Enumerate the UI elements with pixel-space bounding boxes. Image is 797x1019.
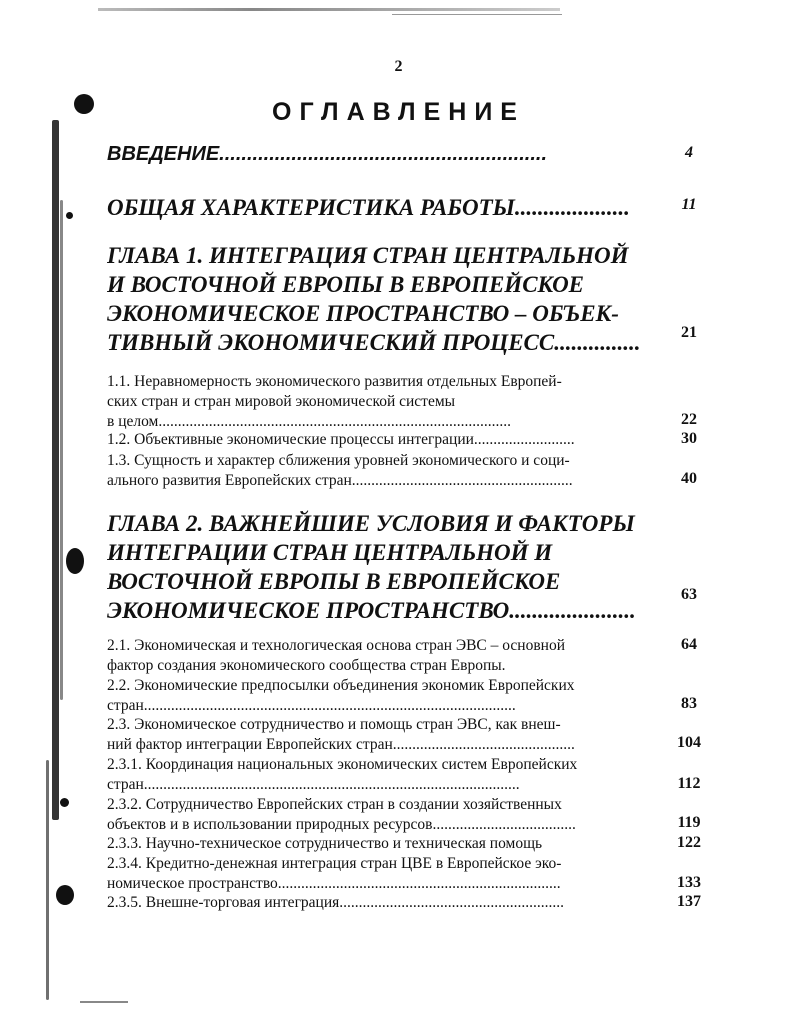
page-ref: 63	[681, 586, 697, 603]
section-line: 1.1. Неравномерность экономического развития отдельных Европей-	[107, 373, 562, 390]
page-ref: 11	[681, 196, 697, 213]
scan-line-artifact	[392, 14, 562, 15]
toc-entry-intro: ВВЕДЕНИЕ...........................................................	[107, 143, 548, 165]
page-ref: 122	[677, 834, 701, 851]
ink-blot	[60, 798, 69, 807]
chapter-line: ТИВНЫЙ ЭКОНОМИЧЕСКИЙ ПРОЦЕСС...............	[107, 330, 641, 355]
ink-blot	[56, 885, 74, 905]
page-title: ОГЛАВЛЕНИЕ	[272, 98, 525, 126]
toc-section-2-3-5: 2.3.5. Внешне-торговая интеграция..........................................................	[107, 894, 565, 911]
page-ref: 119	[677, 814, 701, 831]
page-ref: 40	[681, 470, 697, 487]
section-line: в целом...........................................................................................	[107, 413, 511, 430]
section-line: 2.3.2. Сотрудничество Европейских стран в создании хозяйственных	[107, 796, 562, 813]
chapter-line: ИНТЕГРАЦИИ СТРАН ЦЕНТРАЛЬНОЙ И	[107, 540, 553, 565]
section-line: номическое пространство.........................................................................	[107, 875, 561, 892]
toc-section-2-3-4	[107, 854, 647, 894]
section-line: 2.2. Экономические предпосылки объединения экономик Европейских	[107, 677, 575, 694]
ink-blot	[66, 212, 73, 219]
toc-section-2-1	[107, 636, 647, 676]
chapter-line: ЭКОНОМИЧЕСКОЕ ПРОСТРАНСТВО......................	[107, 598, 636, 623]
chapter-line: И ВОСТОЧНОЙ ЕВРОПЫ В ЕВРОПЕЙСКОЕ	[107, 272, 585, 297]
section-line: стран.................................................................................................	[107, 776, 520, 793]
page-ref: 22	[681, 411, 697, 428]
toc-chapter-1	[107, 241, 647, 357]
toc-section-2-3-3: 2.3.3. Научно-техническое сотрудничество и техническая помощь	[107, 835, 543, 852]
section-line: 2.1. Экономическая и технологическая основа стран ЭВС – основной	[107, 637, 565, 654]
binding-shadow	[52, 120, 59, 820]
section-line: фактор создания экономического сообщества стран Европы.	[107, 657, 506, 674]
toc-section-2-3-1	[107, 755, 647, 795]
section-line: стран................................................................................................	[107, 697, 516, 714]
page-ref: 137	[677, 893, 701, 910]
page-ref: 104	[677, 734, 701, 751]
section-line: 2.3.4. Кредитно-денежная интеграция стран ЦВЕ в Европейское эко-	[107, 855, 562, 872]
toc-section-1-1	[107, 372, 647, 432]
binding-shadow	[46, 760, 49, 1000]
page-ref: 64	[681, 636, 697, 653]
toc-entry-general: ОБЩАЯ ХАРАКТЕРИСТИКА РАБОТЫ....................	[107, 195, 630, 220]
section-line: 1.3. Сущность и характер сближения уровней экономического и соци-	[107, 452, 570, 469]
section-line: 2.3.1. Координация национальных экономических систем Европейских	[107, 756, 578, 773]
page-ref: 4	[685, 144, 693, 161]
scan-line-artifact	[98, 8, 560, 11]
page-number: 2	[394, 58, 403, 75]
page-ref: 30	[681, 430, 697, 447]
toc-section-2-2	[107, 676, 647, 716]
toc-section-1-3	[107, 451, 647, 491]
page-ref: 21	[681, 324, 697, 341]
page-ref: 83	[681, 695, 697, 712]
scan-line-artifact	[80, 1001, 128, 1003]
chapter-line: ЭКОНОМИЧЕСКОЕ ПРОСТРАНСТВО – ОБЪЕК-	[107, 301, 619, 326]
section-line: ний фактор интеграции Европейских стран...............................................	[107, 736, 575, 753]
toc-section-1-2: 1.2. Объективные экономические процессы интеграции..........................	[107, 431, 575, 448]
binding-shadow	[60, 200, 63, 700]
toc-section-2-3-2	[107, 795, 647, 835]
section-line: ских стран и стран мировой экономической системы	[107, 393, 456, 410]
section-line: 2.3. Экономическое сотрудничество и помощь стран ЭВС, как внеш-	[107, 716, 561, 733]
toc-chapter-2	[107, 509, 647, 625]
chapter-line: ГЛАВА 1. ИНТЕГРАЦИЯ СТРАН ЦЕНТРАЛЬНОЙ	[107, 243, 629, 268]
page-ref: 112	[677, 775, 701, 792]
section-line: объектов и в использовании природных ресурсов.....................................	[107, 816, 576, 833]
ink-blot	[66, 548, 84, 574]
toc-section-2-3	[107, 715, 647, 755]
chapter-line: ГЛАВА 2. ВАЖНЕЙШИЕ УСЛОВИЯ И ФАКТОРЫ	[107, 511, 635, 536]
page-ref: 133	[677, 874, 701, 891]
chapter-line: ВОСТОЧНОЙ ЕВРОПЫ В ЕВРОПЕЙСКОЕ	[107, 569, 561, 594]
section-line: ального развития Европейских стран.........................................................	[107, 472, 573, 489]
